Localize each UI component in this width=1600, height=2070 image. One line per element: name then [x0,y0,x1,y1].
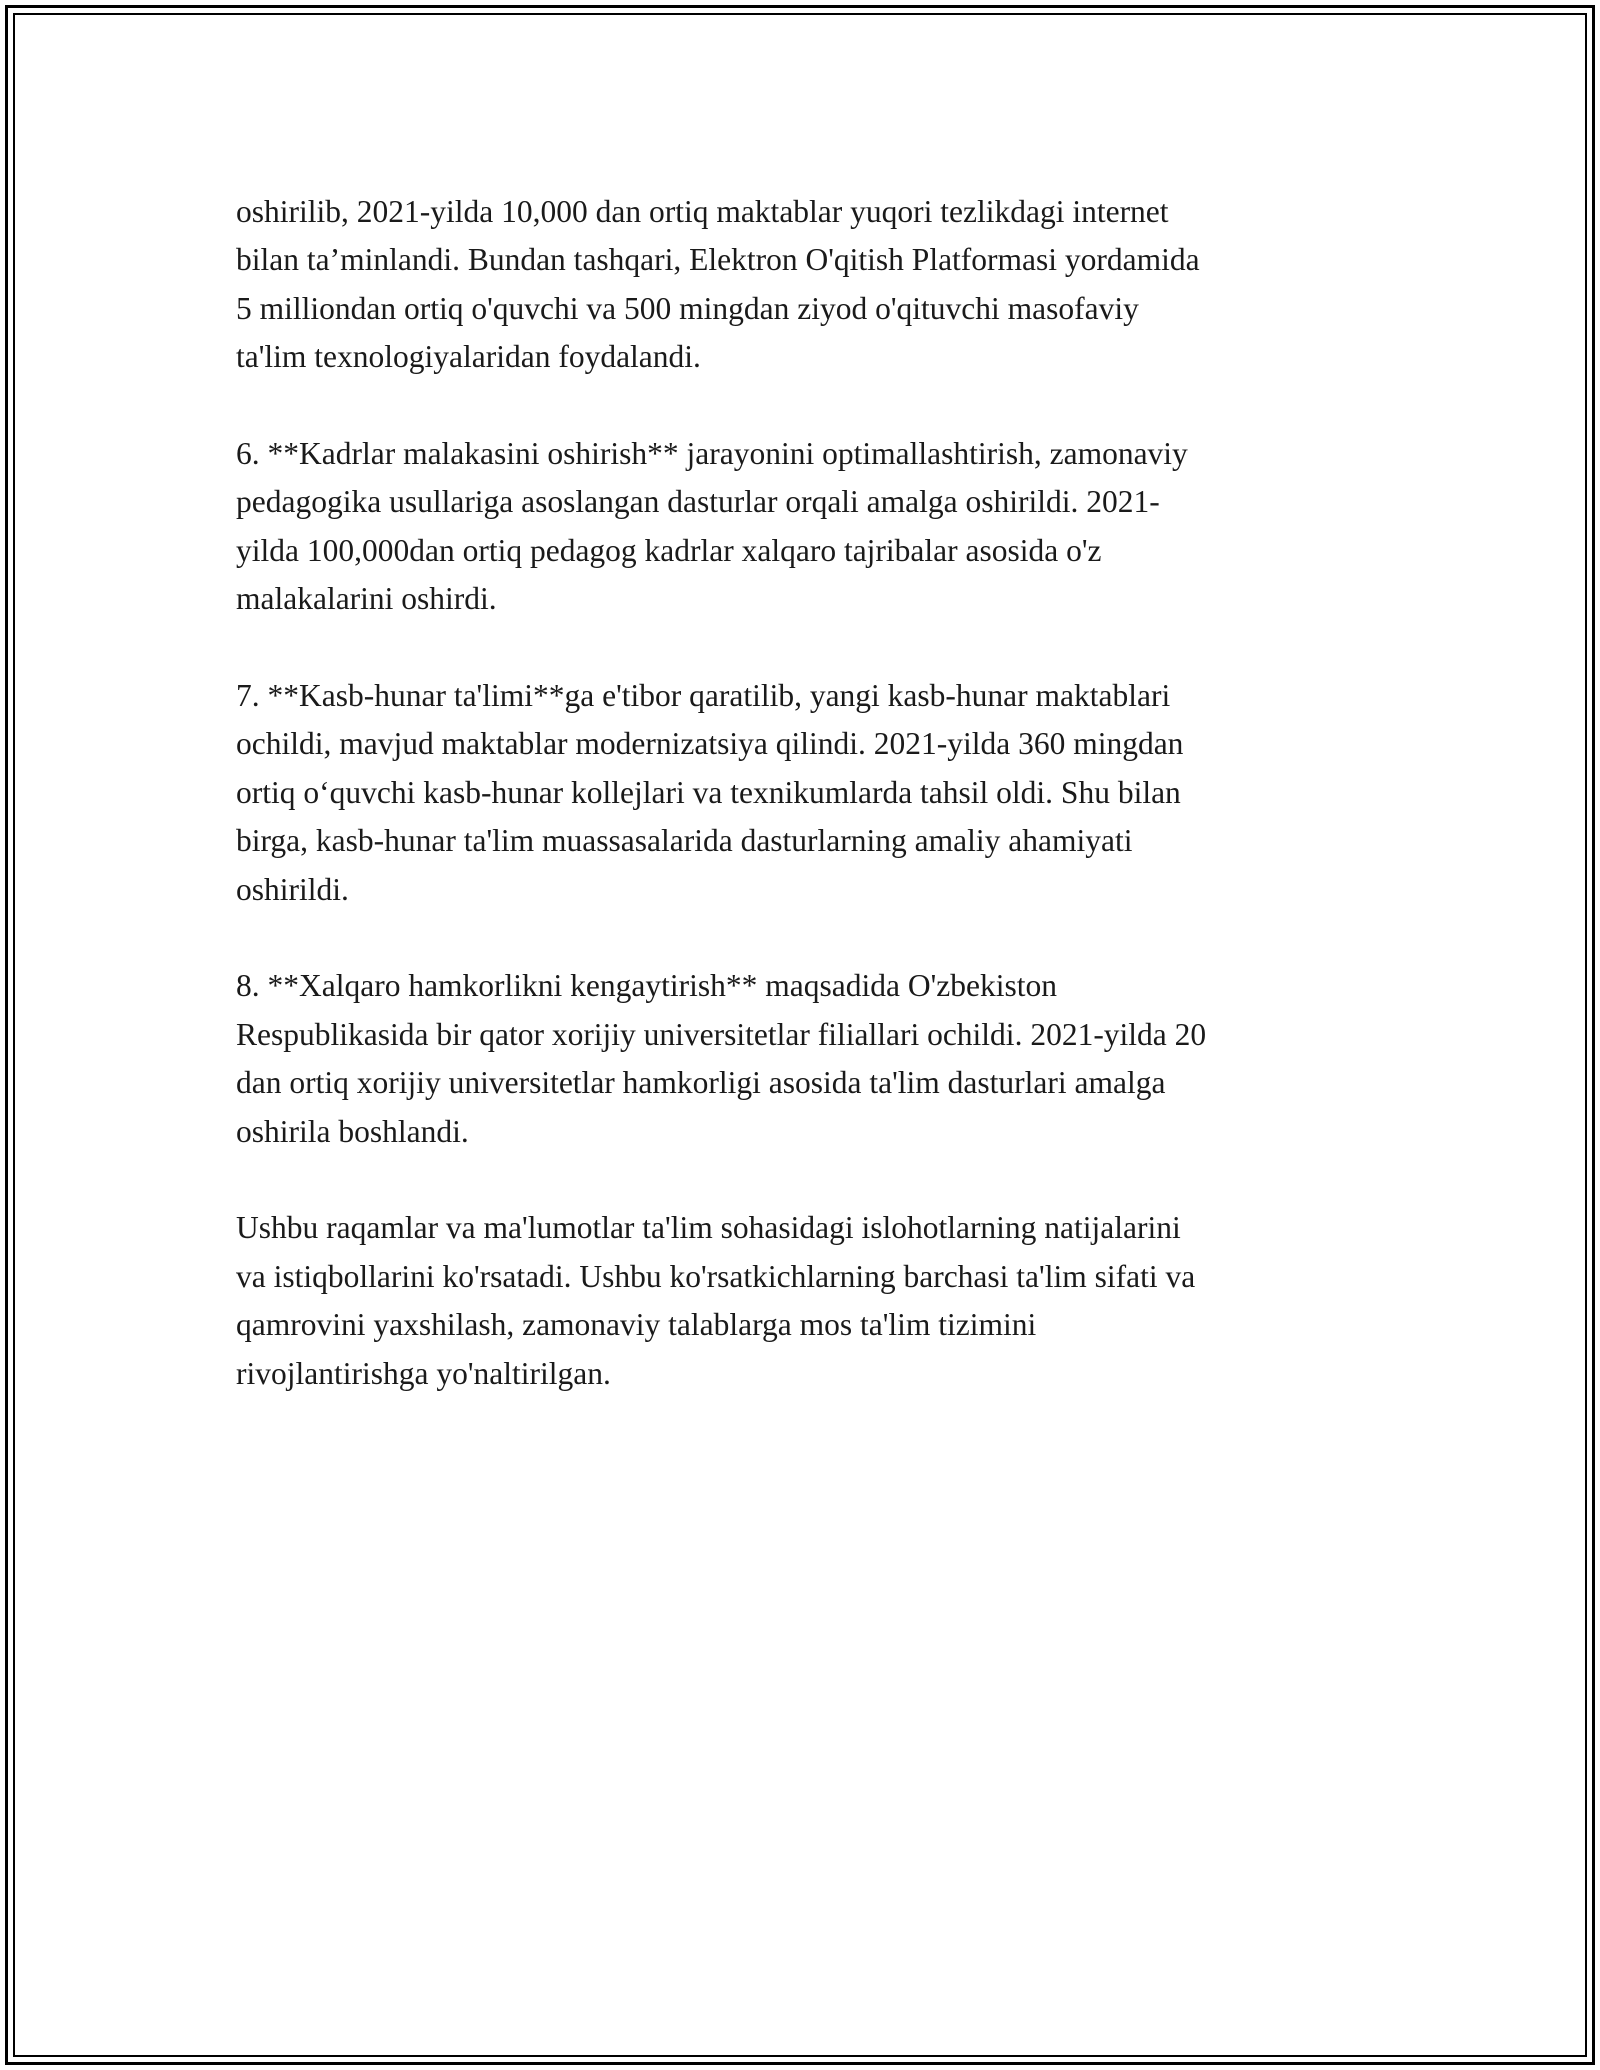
text-line: dan ortiq xorijiy universitetlar hamkorligi asosida ta'lim dasturlari amalga [236,1065,1166,1101]
document-body [236,188,1376,1446]
text-line: 5 milliondan ortiq o'quvchi va 500 mingdan ziyod o'qituvchi masofaviy [236,290,1139,326]
text-line: va istiqbollarini ko'rsatadi. Ushbu ko'rsatkichlarning barchasi ta'lim sifati va [236,1258,1196,1294]
paragraph-conclusion [236,1204,1376,1398]
text-line: oshirila boshlandi. [236,1113,469,1149]
paragraph-item-8 [236,962,1376,1156]
paragraph-item-6 [236,430,1376,624]
text-line: birga, kasb-hunar ta'lim muassasalarida dasturlarning amaliy ahamiyati [236,823,1133,859]
text-line: rivojlantirishga yo'naltirilgan. [236,1355,611,1391]
text-line: 6. **Kadrlar malakasini oshirish** jarayonini optimallashtirish, zamonaviy [236,436,1188,472]
paragraph-item-7 [236,672,1376,914]
text-line: malakalarini oshirdi. [236,581,497,617]
text-line: ta'lim texnologiyalaridan foydalandi. [236,339,701,375]
text-line: oshirilib, 2021-yilda 10,000 dan ortiq maktablar yuqori tezlikdagi internet [236,194,1169,229]
text-line: 8. **Xalqaro hamkorlikni kengaytirish** maqsadida O'zbekiston [236,968,1057,1004]
text-line: yilda 100,000dan ortiq pedagog kadrlar xalqaro tajribalar asosida o'z [236,532,1102,568]
text-line: pedagogika usullariga asoslangan dasturlar orqali amalga oshirildi. 2021- [236,484,1160,520]
text-line: ortiq o‘quvchi kasb-hunar kollejlari va texnikumlarda tahsil oldi. Shu bilan [236,774,1181,810]
text-line: 7. **Kasb-hunar ta'limi**ga e'tibor qaratilib, yangi kasb-hunar maktablari [236,678,1171,714]
text-line: oshirildi. [236,871,349,907]
text-line: ochildi, mavjud maktablar modernizatsiya qilindi. 2021-yilda 360 mingdan [236,726,1184,762]
text-line: Respublikasida bir qator xorijiy universitetlar filiallari ochildi. 2021-yilda 20 [236,1016,1207,1052]
text-line: Ushbu raqamlar va ma'lumotlar ta'lim sohasidagi islohotlarning natijalarini [236,1210,1181,1246]
text-line: qamrovini yaxshilash, zamonaviy talablarga mos ta'lim tizimini [236,1307,1037,1343]
paragraph-intro-continuation [236,188,1376,382]
text-line: bilan ta’minlandi. Bundan tashqari, Elektron O'qitish Platformasi yordamida [236,242,1200,278]
